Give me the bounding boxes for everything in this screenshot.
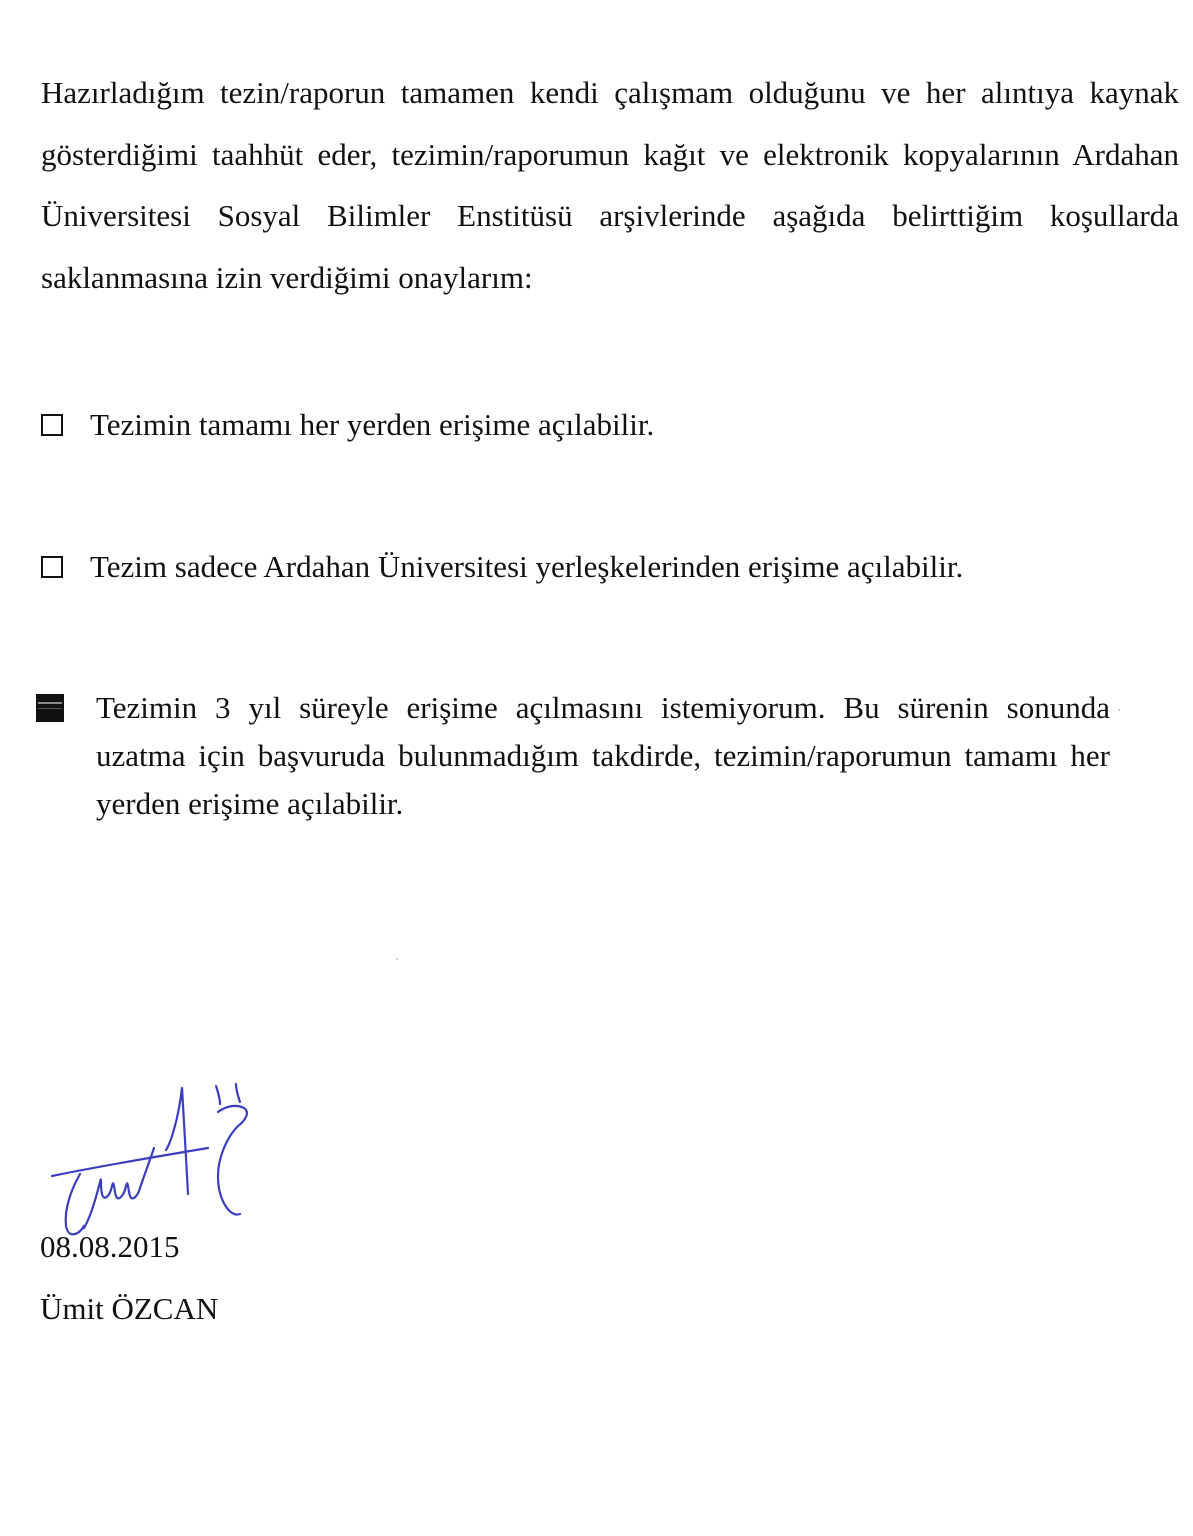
declaration-paragraph: Hazırladığım tezin/raporun tamamen kendi çalışmam olduğunu ve her alıntıya kaynak gösterdiğimi taahhüt eder, tezimin/raporumun kağıt ve elektronik kopyalarının Ardahan Üniversitesi Sosyal Bilimler Enstitüsü arşivlerinde aşağıda belirttiğim koşullarda saklanmasına izin verdiğimi onaylarım: (41, 75, 1179, 295)
checkbox-checked-icon[interactable] (36, 694, 64, 722)
option-embargo-3-years[interactable] (41, 684, 1141, 834)
option-label: Tezim sadece Ardahan Üniversitesi yerleşkelerinden erişime açılabilir. (90, 549, 964, 584)
checkbox-unchecked-icon[interactable] (41, 556, 63, 578)
signature-date: 08.08.2015 (40, 1229, 180, 1264)
author-name: Ümit ÖZCAN (40, 1291, 219, 1326)
scan-speck (1118, 709, 1120, 711)
handwritten-signature (40, 1078, 280, 1243)
option-label: Tezimin 3 yıl süreyle erişime açılmasını istemiyorum. Bu sürenin sonunda uzatma için başvuruda bulunmadığım takdirde, tezimin/raporumun tamamı her yerden erişime açılabilir. (96, 690, 1110, 821)
option-label: Tezimin tamamı her yerden erişime açılabilir. (90, 407, 655, 442)
scan-speck (396, 958, 398, 960)
checkbox-unchecked-icon[interactable] (41, 414, 63, 436)
